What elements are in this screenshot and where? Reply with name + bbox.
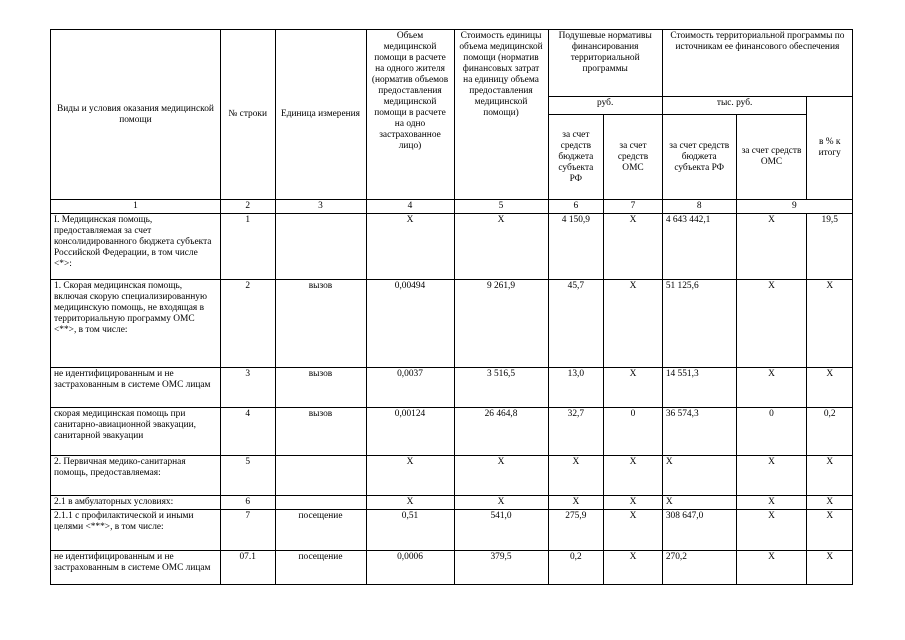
row-name: 2.1 в амбулаторных условиях: <box>51 496 221 510</box>
row-cost-budget: X <box>662 496 736 510</box>
row-name: 2.1.1 с профилактической и иными целями <***>, в том числе: <box>51 510 221 551</box>
row-unit: посещение <box>275 551 366 585</box>
row-norm-budget: 4 150,9 <box>548 214 604 280</box>
row-cost-oms: X <box>736 280 807 368</box>
header-kinds: Виды и условия оказания медицинской помощи <box>51 30 221 200</box>
row-number: 07.1 <box>220 551 275 585</box>
row-name: не идентифицированным и не застрахованным в системе ОМС лицам <box>51 368 221 408</box>
row-percent: X <box>807 551 853 585</box>
row-number: 5 <box>220 456 275 496</box>
header-per-capita-norms: Подушевые нормативы финансирования территориальной программы <box>548 30 662 97</box>
column-numbers-row <box>51 200 853 214</box>
row-unit-cost: X <box>454 456 548 496</box>
row-volume: 0,0006 <box>366 551 454 585</box>
row-unit <box>275 496 366 510</box>
row-norm-oms: X <box>604 280 663 368</box>
row-percent: X <box>807 280 853 368</box>
row-percent: 19,5 <box>807 214 853 280</box>
row-name: скорая медицинская помощь при санитарно-авиационной эвакуации, санитарной эвакуации <box>51 408 221 456</box>
row-norm-oms: X <box>604 456 663 496</box>
row-unit-cost: 9 261,9 <box>454 280 548 368</box>
row-unit-cost: 379,5 <box>454 551 548 585</box>
header-unit-thous-rub: тыс. руб. <box>662 97 807 115</box>
row-norm-budget: 45,7 <box>548 280 604 368</box>
row-volume: X <box>366 456 454 496</box>
table-row <box>51 280 853 368</box>
row-volume: X <box>366 214 454 280</box>
row-unit-cost: X <box>454 214 548 280</box>
table-row <box>51 496 853 510</box>
table-row <box>51 368 853 408</box>
row-cost-oms: X <box>736 214 807 280</box>
row-cost-budget: 308 647,0 <box>662 510 736 551</box>
row-name: I. Медицинская помощь, предоставляемая за счет консолидированного бюджета субъекта Российской Федерации, в том числе <*>: <box>51 214 221 280</box>
row-norm-budget: 0,2 <box>548 551 604 585</box>
row-cost-oms: X <box>736 510 807 551</box>
row-unit-cost: X <box>454 496 548 510</box>
row-unit: вызов <box>275 280 366 368</box>
column-number: 4 <box>366 200 454 214</box>
header-cost-budget: за счет средств бюджета субъекта РФ <box>662 115 736 200</box>
row-cost-oms: X <box>736 456 807 496</box>
header-row-number: № строки <box>220 30 275 200</box>
row-norm-oms: X <box>604 551 663 585</box>
row-volume: 0,51 <box>366 510 454 551</box>
row-norm-budget: 32,7 <box>548 408 604 456</box>
column-number: 8 <box>662 200 736 214</box>
row-percent: X <box>807 456 853 496</box>
column-number: 9 <box>736 200 852 214</box>
row-number: 3 <box>220 368 275 408</box>
row-name: 1. Скорая медицинская помощь, включая скорую специализированную медицинскую помощь, не входящая в территориальную программу ОМС <**>, в том числе: <box>51 280 221 368</box>
row-cost-oms: 0 <box>736 408 807 456</box>
program-table <box>50 29 853 585</box>
row-cost-budget: X <box>662 456 736 496</box>
table-row <box>51 456 853 496</box>
row-percent: X <box>807 496 853 510</box>
header-unit-cost: Стоимость единицы объема медицинской помощи (норматив финансовых затрат на единицу объема предоставления медицинской помощи) <box>454 30 548 200</box>
row-cost-budget: 270,2 <box>662 551 736 585</box>
column-number: 1 <box>51 200 221 214</box>
row-cost-oms: X <box>736 368 807 408</box>
row-norm-budget: 13,0 <box>548 368 604 408</box>
row-unit: вызов <box>275 408 366 456</box>
row-unit-cost: 26 464,8 <box>454 408 548 456</box>
row-unit <box>275 456 366 496</box>
table-row <box>51 551 853 585</box>
header-program-cost: Стоимость территориальной программы по источникам ее финансового обеспечения <box>662 30 852 97</box>
row-percent: 0,2 <box>807 408 853 456</box>
row-number: 7 <box>220 510 275 551</box>
row-norm-oms: X <box>604 510 663 551</box>
header-unit: Единица измерения <box>275 30 366 200</box>
table-row <box>51 510 853 551</box>
row-norm-budget: 275,9 <box>548 510 604 551</box>
row-name: не идентифицированным и не застрахованным в системе ОМС лицам <box>51 551 221 585</box>
row-unit-cost: 541,0 <box>454 510 548 551</box>
row-percent: X <box>807 368 853 408</box>
row-unit <box>275 214 366 280</box>
row-number: 4 <box>220 408 275 456</box>
row-percent: X <box>807 510 853 551</box>
row-cost-oms: X <box>736 496 807 510</box>
row-volume: X <box>366 496 454 510</box>
row-volume: 0,00494 <box>366 280 454 368</box>
row-unit-cost: 3 516,5 <box>454 368 548 408</box>
row-cost-budget: 4 643 442,1 <box>662 214 736 280</box>
row-volume: 0,00124 <box>366 408 454 456</box>
header-volume: Объем медицинской помощи в расчете на одного жителя (норматив объемов предоставления медицинской помощи в расчете на одно застрахованное лицо) <box>366 30 454 200</box>
column-number: 6 <box>548 200 604 214</box>
row-cost-oms: X <box>736 551 807 585</box>
header-norm-budget: за счет средств бюджета субъекта РФ <box>548 115 604 200</box>
row-unit: вызов <box>275 368 366 408</box>
row-cost-budget: 51 125,6 <box>662 280 736 368</box>
row-number: 6 <box>220 496 275 510</box>
column-number: 5 <box>454 200 548 214</box>
row-norm-budget: X <box>548 456 604 496</box>
row-norm-oms: X <box>604 496 663 510</box>
table-row <box>51 214 853 280</box>
header-norm-oms: за счет средств ОМС <box>604 115 663 200</box>
row-number: 2 <box>220 280 275 368</box>
row-volume: 0,0037 <box>366 368 454 408</box>
row-unit: посещение <box>275 510 366 551</box>
row-name: 2. Первичная медико-санитарная помощь, предоставляемая: <box>51 456 221 496</box>
column-number: 2 <box>220 200 275 214</box>
row-norm-oms: 0 <box>604 408 663 456</box>
column-number: 3 <box>275 200 366 214</box>
row-norm-budget: X <box>548 496 604 510</box>
row-norm-oms: X <box>604 214 663 280</box>
row-number: 1 <box>220 214 275 280</box>
row-cost-budget: 14 551,3 <box>662 368 736 408</box>
column-number: 7 <box>604 200 663 214</box>
header-cost-oms: за счет средств ОМС <box>736 115 807 200</box>
row-norm-oms: X <box>604 368 663 408</box>
header-unit-rub: руб. <box>548 97 662 115</box>
row-cost-budget: 36 574,3 <box>662 408 736 456</box>
table-row <box>51 408 853 456</box>
header-percent: в % к итогу <box>807 97 853 200</box>
